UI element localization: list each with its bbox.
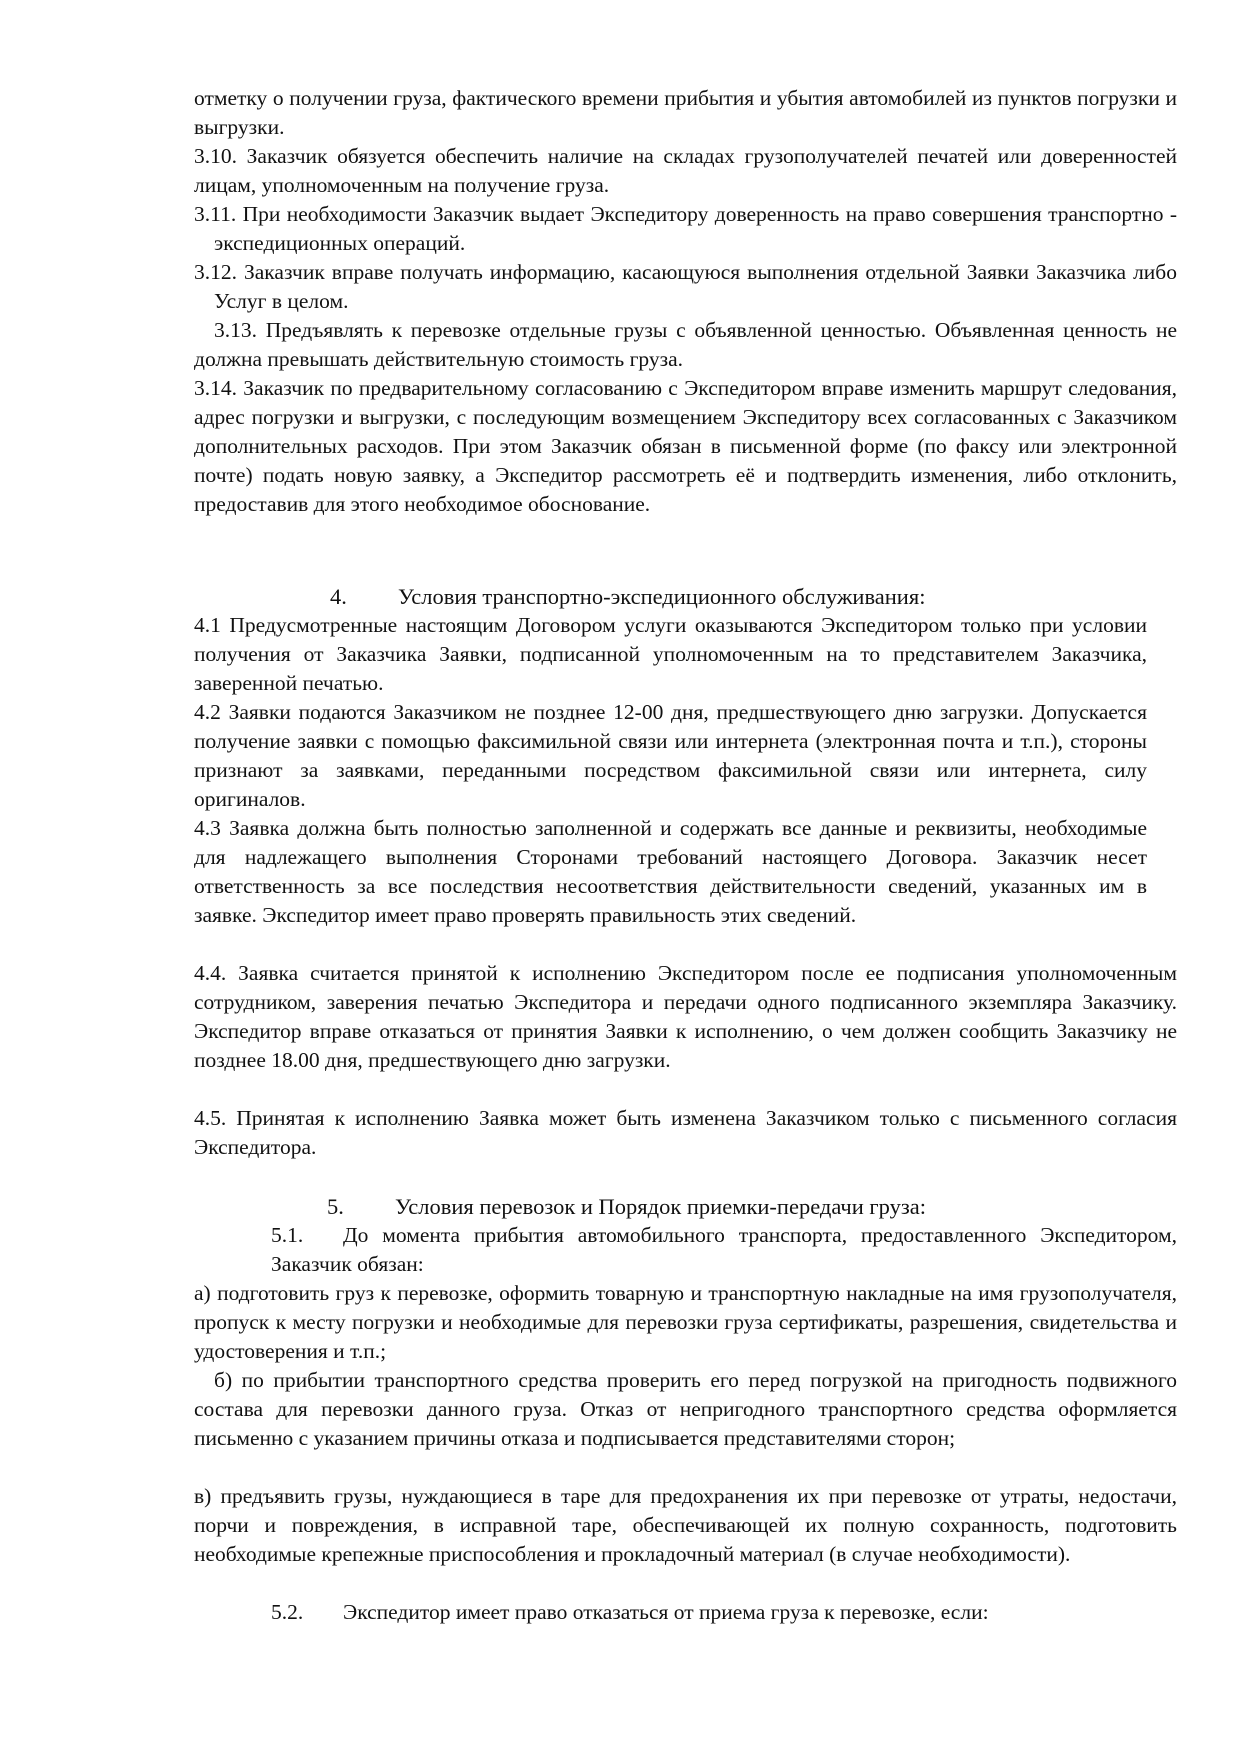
paragraph-3-11: 3.11. При необходимости Заказчик выдает Экспедитору доверенность на право совершения транспортно - экспедиционных операций. (194, 202, 1177, 255)
paragraph-3-12: 3.12. Заказчик вправе получать информацию, касающуюся выполнения отдельной Заявки Заказчика либо Услуг в целом. (194, 260, 1177, 313)
paragraph-4-4: 4.4. Заявка считается принятой к исполнению Экспедитором после ее подписания уполномоченным сотрудником, заверения печатью Экспедитора и передачи одного подписанного экземпляра Заказчику. Экспедитор вправе отказаться от принятия Заявки к исполнению, о чем должен сообщить Заказчику не позднее 18.00 дня, предшествующего дню загрузки. (194, 961, 1177, 1072)
paragraph-4-1: 4.1 Предусмотренные настоящим Договором услуги оказываются Экспедитором только при условии получения от Заказчика Заявки, подписанной уполномоченным на то представителем Заказчика, заверенной печатью. (194, 613, 1147, 695)
section-5-number: 5. (327, 1194, 344, 1219)
section-4-number: 4. (330, 584, 347, 609)
paragraph-4-2: 4.2 Заявки подаются Заказчиком не позднее 12-00 дня, предшествующего дню загрузки. Допускается получение заявки с помощью факсимильной связи или интернета (электронная почта и т.п.), стороны признают за заявками, переданными посредством факсимильной связи или интернета, силу оригиналов. (194, 700, 1147, 811)
paragraph-5-1-a: а) подготовить груз к перевозке, оформить товарную и транспортную накладные на имя грузополучателя, пропуск к месту погрузки и необходимые для перевозки груза сертификаты, разрешения, свидетельства и удостоверения и т.п.; (194, 1281, 1177, 1363)
paragraph-3-13: 3.13. Предъявлять к перевозке отдельные грузы с объявленной ценностью. Объявленная ценность не должна превышать действительную стоимость груза. (194, 318, 1177, 371)
paragraph-4-3: 4.3 Заявка должна быть полностью заполненной и содержать все данные и реквизиты, необходимые для надлежащего выполнения Сторонами требований настоящего Договора. Заказчик несет ответственность за все последствия несоответствия действительности сведений, указанных им в заявке. Экспедитор имеет право проверять правильность этих сведений. (194, 816, 1147, 927)
paragraph-5-1-text: До момента прибытия автомобильного транспорта, предоставленного Экспедитором, Заказчик обязан: (271, 1223, 1177, 1276)
section-4-title: Условия транспортно-экспедиционного обслуживания: (398, 584, 926, 609)
paragraph-5-2-number: 5.2. (271, 1600, 304, 1624)
section-5-title: Условия перевозок и Порядок приемки-передачи груза: (395, 1194, 926, 1219)
paragraph-5-1-number: 5.1. (271, 1223, 304, 1247)
paragraph-5-1 (271, 1221, 1177, 1279)
paragraph-5-1-v: в) предъявить грузы, нуждающиеся в таре для предохранения их при перевозке от утраты, недостачи, порчи и повреждения, в исправной таре, обеспечивающей их полную сохранность, подготовить необходимые крепежные приспособления и прокладочный материал (в случае необходимости). (194, 1484, 1177, 1566)
paragraph-5-2: Экспедитор имеет право отказаться от приема груза к перевозке, если: (343, 1600, 989, 1624)
paragraph-3-14: 3.14. Заказчик по предварительному согласованию с Экспедитором вправе изменить маршрут следования, адрес погрузки и выгрузки, с последующим возмещением Экспедитору всех согласованных с Заказчиком дополнительных расходов. При этом Заказчик обязан в письменной форме (по факсу или электронной почте) подать новую заявку, а Экспедитор рассмотреть её и подтвердить изменения, либо отклонить, предоставив для этого необходимое обоснование. (194, 376, 1177, 516)
paragraph-5-1-b: б) по прибытии транспортного средства проверить его перед погрузкой на пригодность подвижного состава для перевозки данного груза. Отказ от непригодного транспортного средства оформляется письменно с указанием причины отказа и подписывается представителями сторон; (194, 1368, 1177, 1450)
paragraph-4-5: 4.5. Принятая к исполнению Заявка может быть изменена Заказчиком только с письменного согласия Экспедитора. (194, 1106, 1177, 1159)
paragraph-3-9-continuation: отметку о получении груза, фактического времени прибытия и убытия автомобилей из пунктов погрузки и выгрузки. (194, 86, 1177, 139)
paragraph-3-10: 3.10. Заказчик обязуется обеспечить наличие на складах грузополучателей печатей или доверенностей лицам, уполномоченным на получение груза. (194, 144, 1177, 197)
